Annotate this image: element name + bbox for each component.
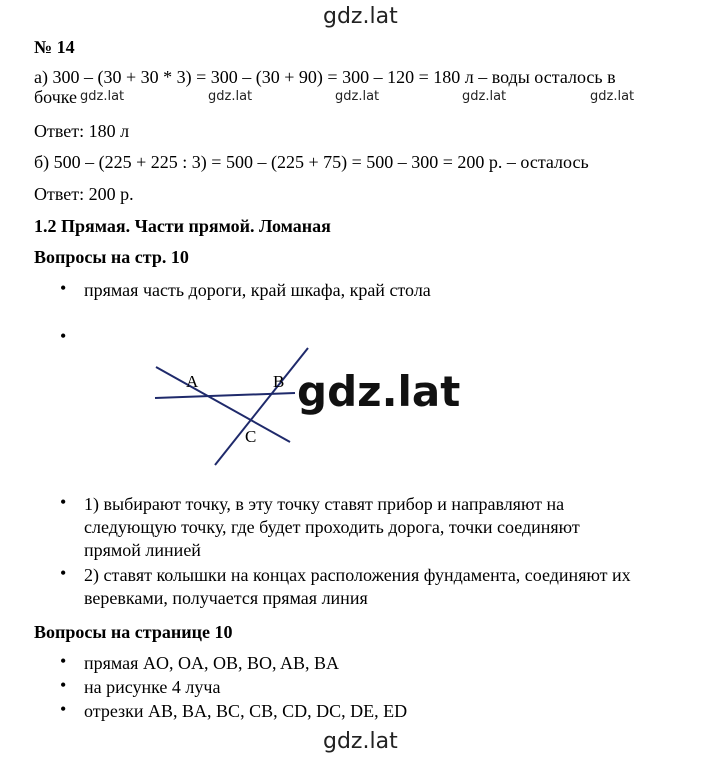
watermark-row-5: gdz.lat bbox=[590, 89, 635, 104]
bullet-4-line2: веревками, получается прямая линия bbox=[84, 588, 368, 608]
bullet-4-line1: 2) ставят колышки на концах расположения фундамента, соединяют их bbox=[84, 565, 631, 585]
bullet-3-line2: следующую точку, где будет проходить дорога, точки соединяют bbox=[84, 517, 580, 537]
list-item-3-marker: • bbox=[60, 699, 67, 719]
task-a-line2: бочке bbox=[34, 87, 78, 107]
questions-page10-title: Вопросы на странице 10 bbox=[34, 622, 233, 642]
section-title: 1.2 Прямая. Части прямой. Ломаная bbox=[34, 216, 331, 236]
bullet-4-marker: • bbox=[60, 563, 67, 583]
label-c: C bbox=[245, 427, 257, 446]
task-b-line: б) 500 – (225 + 225 : 3) = 500 – (225 + 75) = 500 – 300 = 200 р. – осталось bbox=[34, 152, 589, 172]
list-item-2: на рисунке 4 луча bbox=[84, 677, 221, 697]
line-ac bbox=[156, 367, 290, 442]
list-item-2-marker: • bbox=[60, 675, 67, 695]
list-item-3: отрезки AB, BA, BC, CB, CD, DC, DE, ED bbox=[84, 701, 408, 721]
list-item-1: прямая AO, OA, OB, BO, AB, BA bbox=[84, 653, 339, 673]
watermark-center: gdz.lat bbox=[297, 367, 461, 416]
task-a-line1: а) 300 – (30 + 30 * 3) = 300 – (30 + 90) = 300 – 120 = 180 л – воды осталось в bbox=[34, 67, 616, 87]
task-b-answer: Ответ: 200 р. bbox=[34, 184, 134, 204]
label-a: A bbox=[186, 372, 199, 391]
line-bc bbox=[215, 348, 308, 465]
label-b: B bbox=[273, 372, 285, 391]
watermark-top: gdz.lat bbox=[323, 4, 398, 29]
task-a-answer: Ответ: 180 л bbox=[34, 121, 130, 141]
watermark-row-1: gdz.lat bbox=[80, 89, 125, 104]
bullet-3-line3: прямой линией bbox=[84, 540, 201, 560]
watermark-row-3: gdz.lat bbox=[335, 89, 380, 104]
questions-p10-title: Вопросы на стр. 10 bbox=[34, 247, 189, 267]
list-item-1-marker: • bbox=[60, 651, 67, 671]
watermark-bottom: gdz.lat bbox=[323, 729, 398, 754]
task-number: № 14 bbox=[34, 37, 75, 57]
watermark-row-4: gdz.lat bbox=[462, 89, 507, 104]
bullet-3-line1: 1) выбирают точку, в эту точку ставят прибор и направляют на bbox=[84, 494, 565, 514]
bullet-1-marker: • bbox=[60, 278, 67, 298]
bullet-3-marker: • bbox=[60, 492, 67, 512]
bullet-1-text: прямая часть дороги, край шкафа, край стола bbox=[84, 280, 431, 300]
watermark-row-2: gdz.lat bbox=[208, 89, 253, 104]
bullet-2-marker: • bbox=[60, 326, 67, 346]
line-ab bbox=[155, 393, 295, 398]
